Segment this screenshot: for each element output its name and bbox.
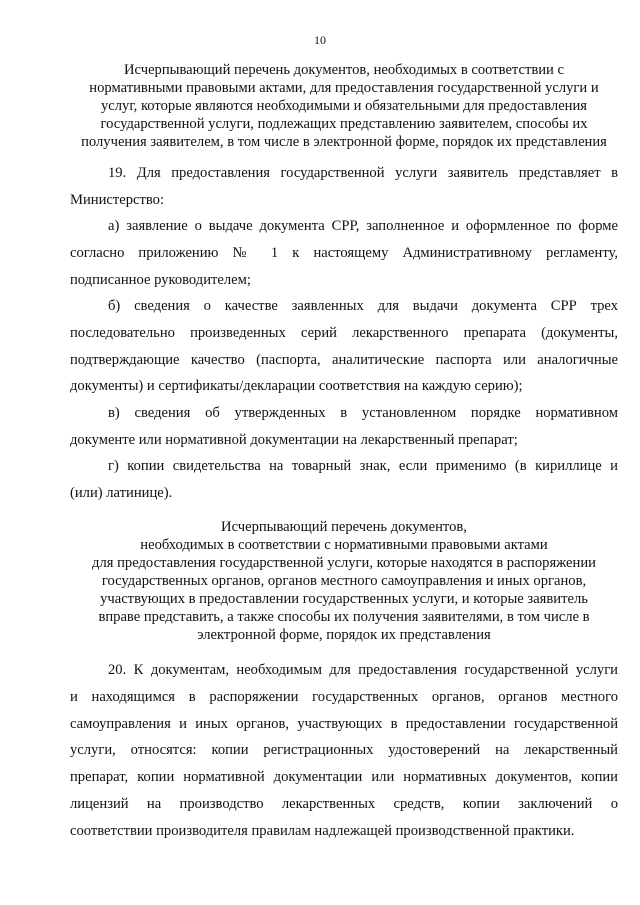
paragraph-line: согласно приложению № 1 к настоящему Административному регламенту,	[70, 244, 618, 261]
page-number: 10	[314, 33, 326, 47]
heading-line: государственных органов, органов местного самоуправления и иных органов,	[101, 573, 587, 589]
section-heading-required-documents	[70, 61, 618, 151]
section-heading-documents-in-possession	[70, 518, 618, 644]
paragraph-line: последовательно произведенных серий лекарственного препарата (документы,	[70, 324, 618, 341]
heading-line: государственной услуги, подлежащих представлению заявителем, способы их	[100, 116, 588, 132]
list-item-g	[70, 453, 618, 507]
paragraph-line: а) заявление о выдаче документа СРР, заполненное и оформленное по форме	[108, 218, 618, 234]
paragraph-line: 20. К документам, необходимым для предоставления государственной услуги	[108, 662, 618, 678]
heading-line: участвующих в предоставлении государственных услуги, и которые заявитель	[100, 591, 588, 607]
paragraph-20	[70, 657, 618, 845]
paragraph-line: Министерство:	[70, 191, 165, 208]
paragraph-line: соответствии производителя правилам надлежащей производственной практики.	[70, 822, 575, 839]
paragraph-line: документе или нормативной документации на лекарственный препарат;	[70, 431, 518, 448]
paragraph-line: подтверждающие качество (паспорта, аналитические паспорта или аналогичные	[70, 351, 618, 368]
heading-line: услуг, которые являются необходимыми и обязательными для предоставления	[100, 98, 588, 114]
list-item-v	[70, 400, 618, 454]
heading-line: Исчерпывающий перечень документов,	[221, 519, 467, 535]
paragraph-line: услуги, относятся: копии регистрационных удостоверений на лекарственный	[70, 742, 618, 759]
paragraph-line: подписанное руководителем;	[70, 271, 251, 288]
heading-line: вправе представить, а также способы их получения заявителями, в том числе в	[98, 609, 590, 625]
heading-line: получения заявителем, в том числе в электронной форме, порядок их представления	[81, 134, 607, 150]
list-item-a	[70, 213, 618, 293]
paragraph-line: б) сведения о качестве заявленных для выдачи документа СРР трех	[108, 298, 618, 314]
paragraph-line: в) сведения об утвержденных в установленном порядке нормативном	[108, 405, 618, 421]
paragraph-line: (или) латинице).	[70, 484, 173, 501]
paragraph-line: и находящимся в распоряжении государственных органов, органов местного	[70, 688, 618, 705]
heading-line: электронной форме, порядок их представления	[197, 627, 491, 643]
paragraph-line: документы) и сертификаты/декларации соответствия на каждую серию);	[70, 378, 523, 395]
paragraph-line: 19. Для предоставления государственной услуги заявитель представляет в	[108, 165, 618, 181]
paragraph-line: самоуправления и иных органов, участвующих в предоставлении государственной	[70, 715, 618, 732]
heading-line: необходимых в соответствии с нормативными правовыми актами	[140, 537, 548, 553]
heading-line: для предоставления государственной услуги, которые находятся в распоряжении	[92, 555, 596, 571]
list-item-b	[70, 293, 618, 400]
paragraph-line: препарат, копии нормативной документации или нормативных документов, копии	[70, 769, 618, 786]
paragraph-line: г) копии свидетельства на товарный знак, если применимо (в кириллице и	[108, 458, 618, 474]
paragraph-19	[70, 160, 618, 214]
heading-line: Исчерпывающий перечень документов, необходимых в соответствии с	[124, 62, 564, 78]
heading-line: нормативными правовыми актами, для предоставления государственной услуги и	[89, 80, 599, 96]
paragraph-line: лицензий на производство лекарственных средств, копии заключений о	[70, 795, 618, 812]
